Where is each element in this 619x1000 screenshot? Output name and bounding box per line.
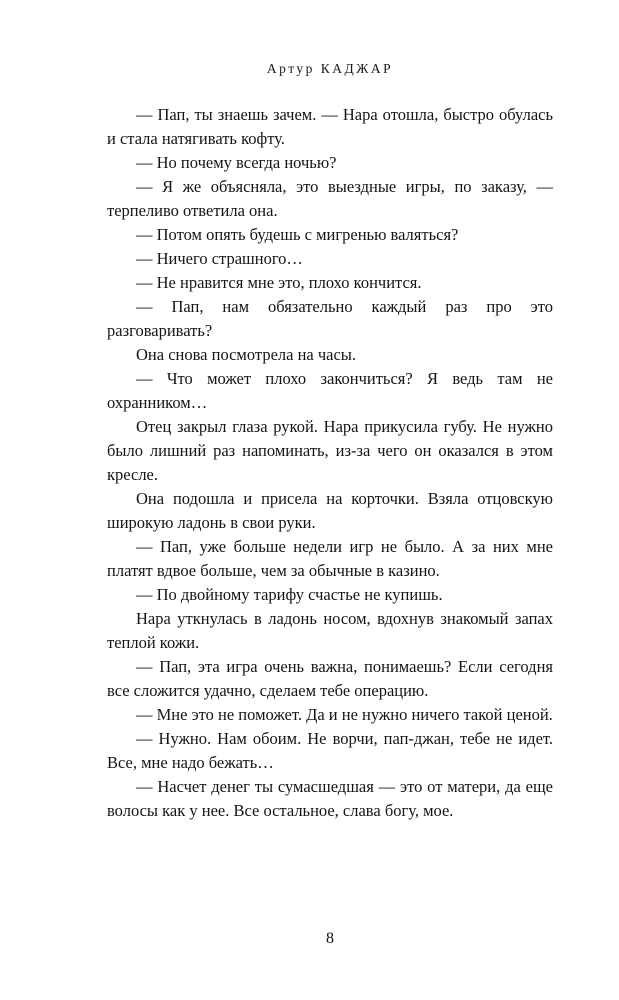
paragraph: — Но почему всегда ночью? xyxy=(136,153,337,172)
paragraph: — Пап, нам обязательно каждый раз про это разговаривать? xyxy=(107,297,553,340)
paragraph: — По двойному тарифу счастье не купишь. xyxy=(136,585,443,604)
paragraph: — Пап, ты знаешь зачем. — Нара отошла, быстро обулась и стала натягивать кофту. xyxy=(107,105,553,148)
paragraph: Она снова посмотрела на часы. xyxy=(136,345,357,364)
paragraph: — Ничего страшного… xyxy=(136,249,303,268)
paragraph: — Насчет денег ты сумасшедшая — это от матери, да еще волосы как у нее. Все остальное, слава богу, мое. xyxy=(107,777,553,820)
paragraph: Нара уткнулась в ладонь носом, вдохнув знакомый запах теплой кожи. xyxy=(107,609,553,652)
page-number: 8 xyxy=(326,930,334,947)
paragraph: — Пап, уже больше недели игр не было. А за них мне платят вдвое больше, чем за обычные в казино. xyxy=(107,537,553,580)
paragraph: — Не нравится мне это, плохо кончится. xyxy=(136,273,422,292)
paragraph: — Что может плохо закончиться? Я ведь там не охранником… xyxy=(107,369,553,412)
paragraph: — Пап, эта игра очень важна, понимаешь? Если сегодня все сложится удачно, сделаем тебе операцию. xyxy=(107,657,553,700)
paragraph: — Я же объясняла, это выездные игры, по заказу, — терпеливо ответила она. xyxy=(107,177,553,220)
paragraph: Она подошла и присела на корточки. Взяла отцовскую широкую ладонь в свои руки. xyxy=(107,489,553,532)
page-text-block xyxy=(107,103,553,823)
running-header-author: Артур КАДЖАР xyxy=(266,61,394,76)
paragraph: — Потом опять будешь с мигренью валяться? xyxy=(136,225,459,244)
paragraph: — Нужно. Нам обоим. Не ворчи, пап-джан, тебе не идет. Все, мне надо бежать… xyxy=(107,729,553,772)
paragraph: — Мне это не поможет. Да и не нужно ничего такой ценой. xyxy=(136,705,553,724)
paragraph: Отец закрыл глаза рукой. Нара прикусила губу. Не нужно было лишний раз напоминать, из-за чего он оказался в этом кресле. xyxy=(107,417,553,484)
